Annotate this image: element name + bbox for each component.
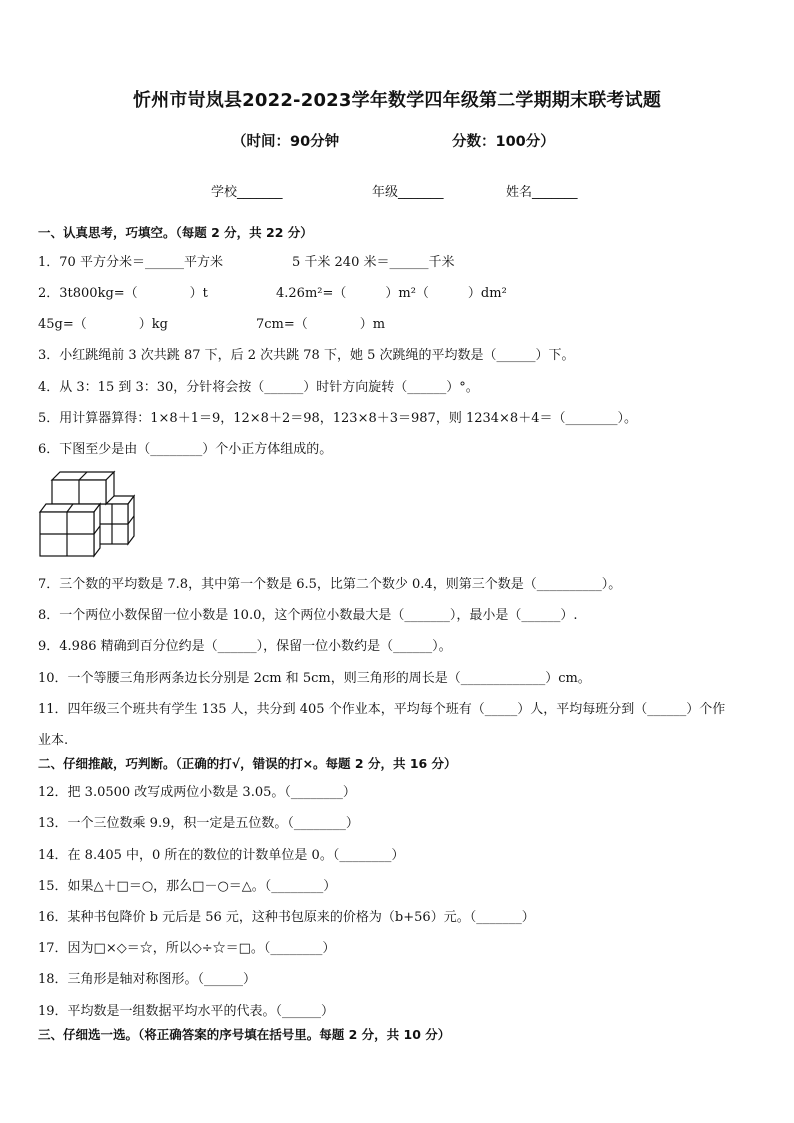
question-9: 9．4.986 精确到百分位约是（______），保留一位小数约是（______）。 bbox=[38, 639, 452, 654]
question-4: 4．从 3：15 到 3：30，分针将会按（______）时针方向旋转（______）°。 bbox=[38, 380, 479, 395]
question-18: 18．三角形是轴对称图形。（______） bbox=[38, 972, 257, 987]
question-1a: 1．70 平方分米＝______平方米 bbox=[38, 255, 223, 270]
section-3-heading: 三、仔细选一选。（将正确答案的序号填在括号里。每题 2 分，共 10 分） bbox=[38, 1027, 451, 1042]
grade-blank: _______ bbox=[398, 185, 444, 200]
school-field bbox=[211, 181, 283, 200]
section-1-heading: 一、认真思考，巧填空。（每题 2 分，共 22 分） bbox=[38, 225, 313, 240]
question-2d: 7cm=（ ）m bbox=[256, 317, 386, 332]
question-3: 3．小红跳绳前 3 次共跳 87 下，后 2 次共跳 78 下，她 5 次跳绳的平均数是（______）下。 bbox=[38, 348, 575, 363]
page-title: 忻州市岢岚县2022-2023学年数学四年级第二学期期末联考试题 bbox=[132, 90, 662, 111]
question-17: 17．因为□×◇＝☆，所以◇÷☆＝□。（________） bbox=[38, 941, 336, 956]
grade-field bbox=[372, 181, 444, 200]
question-11-line2: 业本. bbox=[38, 733, 69, 748]
question-13: 13．一个三位数乘 9.9，积一定是五位数。（________） bbox=[38, 816, 359, 831]
question-2a: 2．3t800kg=（ ）t bbox=[38, 286, 208, 301]
question-12: 12．把 3.0500 改写成两位小数是 3.05。（________） bbox=[38, 785, 356, 800]
name-blank: _______ bbox=[532, 185, 578, 200]
school-label: 学校 bbox=[211, 185, 238, 200]
question-11-line1: 11．四年级三个班共有学生 135 人，共分到 405 个作业本，平均每个班有（_____）人，平均每班分到（______）个作 bbox=[38, 702, 726, 717]
exam-time: （时间：90分钟 bbox=[232, 134, 340, 150]
question-14: 14．在 8.405 中，0 所在的数位的计数单位是 0。（________） bbox=[38, 848, 405, 863]
question-2b: 4.26m²=（ ）m²（ ）dm² bbox=[276, 286, 507, 301]
question-15: 15．如果△＋□＝○，那么□－○＝△。（________） bbox=[38, 879, 337, 894]
question-7: 7．三个数的平均数是 7.8，其中第一个数是 6.5，比第二个数少 0.4，则第三个数是（__________）。 bbox=[38, 577, 622, 592]
question-2c: 45g=（ ）kg bbox=[38, 317, 168, 332]
exam-score: 分数：100分） bbox=[452, 134, 555, 150]
school-blank: _______ bbox=[237, 185, 283, 200]
question-19: 19．平均数是一组数据平均水平的代表。（______） bbox=[38, 1004, 335, 1019]
question-1b: 5 千米 240 米＝______千米 bbox=[292, 255, 455, 270]
grade-label: 年级 bbox=[372, 185, 399, 200]
section-2-heading: 二、仔细推敲，巧判断。（正确的打√，错误的打×。每题 2 分，共 16 分） bbox=[38, 756, 457, 771]
question-6: 6．下图至少是由（________）个小正方体组成的。 bbox=[38, 442, 333, 457]
question-5: 5．用计算器算得：1×8＋1＝9，12×8＋2＝98，123×8＋3＝987，则 1234×8＋4＝（________）。 bbox=[38, 411, 637, 426]
question-8: 8．一个两位小数保留一位小数是 10.0，这个两位小数最大是（_______），最小是（______）. bbox=[38, 608, 578, 623]
cube-stack-figure bbox=[38, 466, 138, 558]
question-10: 10．一个等腰三角形两条边长分别是 2cm 和 5cm，则三角形的周长是（_____________）cm。 bbox=[38, 671, 591, 686]
name-field bbox=[506, 181, 578, 200]
name-label: 姓名 bbox=[506, 185, 533, 200]
question-16: 16．某种书包降价 b 元后是 56 元，这种书包原来的价格为（b+56）元。（_______） bbox=[38, 910, 535, 925]
